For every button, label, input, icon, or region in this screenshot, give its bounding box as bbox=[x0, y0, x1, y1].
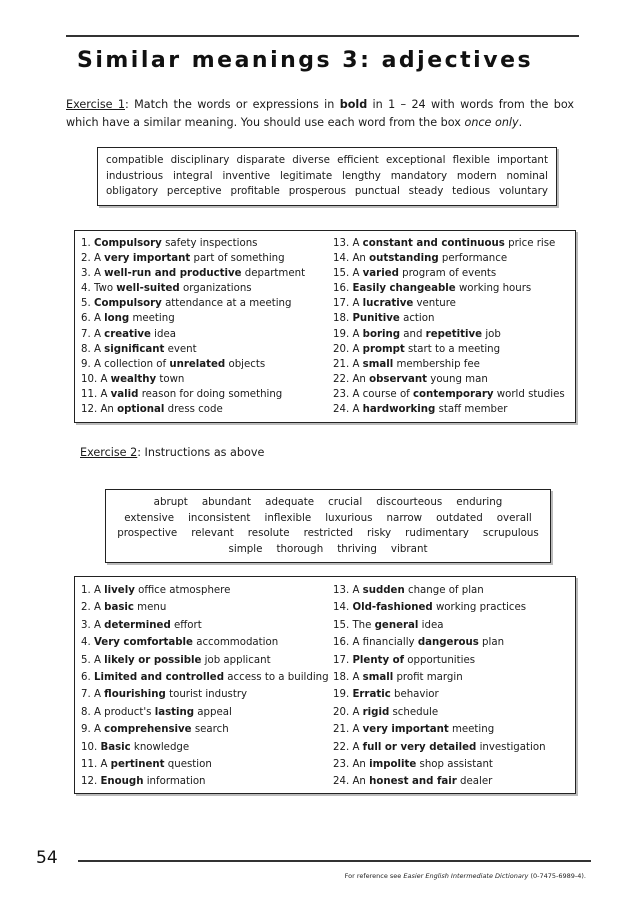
item-keyword: Compulsory bbox=[93, 238, 162, 249]
item-prefix: 12. bbox=[81, 776, 101, 788]
item-prefix: 15. A bbox=[333, 268, 363, 280]
item-prefix: 19. A bbox=[333, 328, 363, 340]
item-prefix: 16. A financially bbox=[333, 637, 418, 649]
item-row bbox=[333, 266, 573, 281]
item-keyword: Limited and controlled bbox=[93, 671, 225, 683]
exercise1-items-right bbox=[333, 236, 573, 417]
item-row bbox=[333, 739, 573, 756]
box-word: prospective bbox=[117, 527, 178, 539]
item-text: office atmosphere bbox=[134, 585, 231, 596]
item-keyword: lively bbox=[104, 585, 135, 596]
item-prefix: 17. bbox=[333, 654, 353, 666]
item-prefix: 23. A course of bbox=[333, 388, 413, 400]
item-row bbox=[333, 281, 573, 296]
box-word: industrious bbox=[106, 169, 164, 182]
item-keyword: optional bbox=[117, 404, 165, 416]
box-word: overall bbox=[496, 511, 532, 524]
item-text: behavior bbox=[390, 689, 439, 701]
item-text: price rise bbox=[504, 238, 556, 249]
box-word: flexible bbox=[452, 154, 490, 166]
item-row bbox=[81, 704, 333, 721]
box-word: exceptional bbox=[385, 154, 446, 166]
item-text: action bbox=[399, 313, 435, 325]
item-keyword: Plenty of bbox=[352, 654, 405, 666]
item-prefix: 7. A bbox=[81, 328, 105, 340]
box-word: modern bbox=[456, 169, 497, 182]
item-row bbox=[81, 599, 333, 616]
box-word: scrupulous bbox=[482, 527, 539, 539]
item-row bbox=[81, 402, 333, 417]
item-keyword: Old-fashioned bbox=[352, 602, 433, 614]
item-prefix: 6. bbox=[81, 671, 94, 683]
item-row bbox=[81, 266, 333, 281]
word-row bbox=[106, 153, 548, 169]
box-word: efficient bbox=[337, 154, 379, 166]
item-keyword: observant bbox=[369, 373, 428, 385]
item-keyword: hardworking bbox=[362, 404, 436, 416]
item-row bbox=[81, 634, 333, 651]
item-keyword: Easily changeable bbox=[352, 283, 456, 295]
box-word: inflexible bbox=[264, 511, 312, 524]
item-prefix: 9. A collection of bbox=[81, 358, 170, 370]
item-row bbox=[81, 686, 333, 703]
item-prefix: 3. A bbox=[81, 619, 105, 631]
box-word: resolute bbox=[247, 527, 290, 539]
item-row bbox=[333, 704, 573, 721]
item-prefix: 8. A product's bbox=[81, 706, 155, 718]
item-keyword: Basic bbox=[100, 741, 131, 753]
item-text: department bbox=[241, 268, 306, 280]
footer-reference bbox=[345, 872, 586, 880]
item-keyword: lasting bbox=[154, 706, 195, 718]
item-prefix: 5. bbox=[81, 298, 94, 310]
item-prefix: 16. bbox=[333, 283, 353, 295]
item-prefix: 14. An bbox=[333, 253, 370, 265]
item-prefix: 13. A bbox=[333, 238, 363, 249]
item-text: opportunities bbox=[404, 654, 476, 666]
box-word: simple bbox=[228, 542, 263, 555]
item-row bbox=[333, 236, 573, 251]
item-row bbox=[333, 773, 573, 790]
instr-text: in 1 – 24 with words from the box which have a similar meaning. You should use each word from the box bbox=[66, 98, 574, 129]
item-keyword: Enough bbox=[100, 776, 144, 788]
box-word: risky bbox=[367, 527, 392, 539]
item-keyword: contemporary bbox=[413, 388, 494, 400]
item-keyword: Punitive bbox=[352, 313, 400, 325]
box-word: important bbox=[497, 154, 548, 166]
item-keyword: comprehensive bbox=[104, 724, 192, 736]
item-text: search bbox=[191, 724, 229, 736]
exercise2-word-box bbox=[105, 489, 551, 563]
item-text: working practices bbox=[432, 602, 527, 614]
exercise2-items-box bbox=[74, 576, 576, 794]
box-word: voluntary bbox=[498, 185, 548, 197]
item-keyword: likely or possible bbox=[104, 654, 202, 666]
exercise1-instructions bbox=[66, 96, 574, 131]
item-text: objects bbox=[225, 358, 266, 370]
item-keyword: wealthy bbox=[110, 373, 157, 385]
word-row bbox=[106, 169, 548, 185]
item-keyword: Erratic bbox=[352, 689, 391, 701]
item-text: access to a building bbox=[224, 671, 329, 683]
box-word: crucial bbox=[328, 496, 363, 508]
item-prefix: 22. A bbox=[333, 741, 363, 753]
exercise2-items-left bbox=[81, 582, 333, 788]
item-text: reason for doing something bbox=[138, 388, 283, 400]
item-row bbox=[333, 582, 573, 599]
item-keyword: flourishing bbox=[104, 689, 166, 701]
box-word: relevant bbox=[191, 527, 234, 539]
item-row bbox=[81, 236, 333, 251]
box-word: vibrant bbox=[390, 542, 428, 555]
item-keyword: basic bbox=[104, 602, 134, 614]
item-text: meeting bbox=[448, 724, 495, 736]
item-keyword: determined bbox=[104, 619, 171, 631]
top-rule bbox=[66, 35, 579, 37]
item-text: job applicant bbox=[201, 654, 271, 666]
item-row bbox=[81, 327, 333, 342]
item-row bbox=[81, 721, 333, 738]
item-prefix: 2. A bbox=[81, 253, 105, 265]
instr-italic: once only bbox=[464, 115, 519, 129]
exercise1-items-box bbox=[74, 230, 576, 423]
item-text: safety inspections bbox=[161, 238, 258, 249]
box-word: inventive bbox=[222, 169, 271, 182]
item-text: idea bbox=[418, 619, 444, 631]
item-prefix: 5. A bbox=[81, 654, 105, 666]
item-prefix: 18. A bbox=[333, 671, 363, 683]
box-word: steady bbox=[408, 185, 444, 197]
box-word: abundant bbox=[201, 496, 252, 508]
item-keyword: pertinent bbox=[110, 758, 165, 770]
item-keyword: honest and fair bbox=[369, 776, 457, 788]
box-word: compatible bbox=[106, 154, 164, 166]
item-keyword: full or very detailed bbox=[362, 741, 477, 753]
item-prefix: 20. A bbox=[333, 706, 363, 718]
item-prefix: 14. bbox=[333, 602, 353, 614]
box-word: restricted bbox=[303, 527, 353, 539]
item-text: town bbox=[156, 373, 185, 385]
item-prefix: 13. A bbox=[333, 585, 363, 596]
item-text: part of something bbox=[190, 253, 285, 265]
item-keyword: valid bbox=[110, 388, 139, 400]
item-keyword: significant bbox=[104, 343, 165, 355]
item-text: plan bbox=[478, 637, 505, 649]
item-text: membership fee bbox=[393, 358, 480, 370]
item-text: dress code bbox=[164, 404, 223, 416]
item-row bbox=[333, 617, 573, 634]
item-keyword: very important bbox=[104, 253, 191, 265]
item-row bbox=[81, 582, 333, 599]
item-prefix: 8. A bbox=[81, 343, 105, 355]
item-keyword: general bbox=[374, 619, 419, 631]
item-text: start to a meeting bbox=[404, 343, 501, 355]
item-prefix: 3. A bbox=[81, 268, 105, 280]
item-prefix: 2. A bbox=[81, 602, 105, 614]
instr-text: : Instructions as above bbox=[137, 446, 265, 459]
item-prefix: 1. bbox=[81, 238, 94, 249]
item-prefix: 6. A bbox=[81, 313, 105, 325]
item-text: idea bbox=[150, 328, 176, 340]
exercise1-label: Exercise 1 bbox=[66, 98, 125, 111]
item-keyword: creative bbox=[104, 328, 151, 340]
item-text: investigation bbox=[476, 741, 546, 753]
item-row bbox=[81, 617, 333, 634]
item-row bbox=[81, 357, 333, 372]
item-text: program of events bbox=[398, 268, 497, 280]
box-word: discourteous bbox=[376, 496, 443, 508]
item-text: staff member bbox=[435, 404, 508, 416]
exercise1-items-left bbox=[81, 236, 333, 417]
item-row bbox=[333, 756, 573, 773]
item-row bbox=[81, 387, 333, 402]
item-text: profit margin bbox=[393, 671, 463, 683]
item-keyword: well-suited bbox=[116, 283, 180, 295]
box-word: perceptive bbox=[166, 185, 222, 197]
item-prefix: 24. An bbox=[333, 776, 370, 788]
box-word: luxurious bbox=[325, 511, 373, 524]
item-row bbox=[333, 634, 573, 651]
box-word: extensive bbox=[124, 511, 175, 524]
item-text: meeting bbox=[129, 313, 175, 325]
exercise1-word-box bbox=[97, 147, 557, 206]
item-text: menu bbox=[133, 602, 167, 614]
item-row bbox=[81, 372, 333, 387]
item-keyword: very important bbox=[362, 724, 449, 736]
word-row bbox=[114, 542, 542, 558]
box-word: outdated bbox=[436, 511, 483, 524]
item-text: information bbox=[143, 776, 206, 788]
word-row bbox=[114, 495, 542, 511]
item-row bbox=[333, 296, 573, 311]
item-row bbox=[333, 327, 573, 342]
box-word: lengthy bbox=[341, 169, 381, 182]
item-row bbox=[333, 402, 573, 417]
item-prefix: 21. A bbox=[333, 724, 363, 736]
item-prefix: 4. Two bbox=[81, 283, 117, 295]
item-keyword: sudden bbox=[362, 585, 405, 596]
item-prefix: 22. An bbox=[333, 373, 370, 385]
box-word: obligatory bbox=[106, 185, 159, 197]
item-row bbox=[81, 669, 333, 686]
box-word: abrupt bbox=[153, 496, 188, 508]
box-word: narrow bbox=[386, 511, 423, 524]
box-word: thriving bbox=[337, 542, 377, 555]
item-row bbox=[333, 721, 573, 738]
box-word: enduring bbox=[456, 496, 503, 508]
item-text: tourist industry bbox=[165, 689, 248, 701]
item-text: organizations bbox=[179, 283, 252, 295]
item-prefix: 10. bbox=[81, 741, 101, 753]
item-prefix: 21. A bbox=[333, 358, 363, 370]
item-text: knowledge bbox=[130, 741, 190, 753]
item-text: accommodation bbox=[192, 637, 279, 649]
item-row bbox=[81, 739, 333, 756]
item-row bbox=[333, 387, 573, 402]
item-text: working hours bbox=[455, 283, 532, 295]
footer-text: (0-7475-6989-4). bbox=[528, 872, 586, 880]
item-keyword: small bbox=[362, 671, 394, 683]
item-prefix: 15. The bbox=[333, 619, 375, 631]
item-keyword: outstanding bbox=[369, 253, 439, 265]
item-prefix: 10. A bbox=[81, 373, 111, 385]
item-keyword: prompt bbox=[362, 343, 405, 355]
item-row bbox=[333, 342, 573, 357]
box-word: nominal bbox=[506, 169, 548, 182]
item-text: event bbox=[164, 343, 197, 355]
box-word: thorough bbox=[276, 542, 324, 555]
exercise2-instructions bbox=[80, 446, 264, 459]
item-prefix: 11. A bbox=[81, 388, 111, 400]
box-word: mandatory bbox=[390, 169, 448, 182]
word-row bbox=[114, 526, 542, 542]
item-row bbox=[81, 311, 333, 326]
box-word: inconsistent bbox=[188, 511, 251, 524]
item-keyword: Compulsory bbox=[93, 298, 162, 310]
word-row bbox=[114, 511, 542, 527]
item-row bbox=[333, 357, 573, 372]
item-keyword: repetitive bbox=[425, 328, 483, 340]
instr-bold: bold bbox=[339, 98, 368, 111]
box-word: diverse bbox=[292, 154, 330, 166]
exercise2-items-right bbox=[333, 582, 573, 788]
item-keyword: rigid bbox=[362, 706, 390, 718]
item-keyword: impolite bbox=[369, 758, 417, 770]
exercise2-label: Exercise 2 bbox=[80, 446, 138, 459]
box-word: adequate bbox=[265, 496, 315, 508]
footer-dictionary-title: Easier English Intermediate Dictionary bbox=[403, 872, 529, 880]
item-keyword: lucrative bbox=[362, 298, 414, 310]
item-prefix: 24. A bbox=[333, 404, 363, 416]
item-text: appeal bbox=[194, 706, 232, 718]
item-prefix: 23. An bbox=[333, 758, 370, 770]
item-text: shop assistant bbox=[416, 758, 493, 770]
item-row bbox=[333, 372, 573, 387]
item-keyword: Very comfortable bbox=[93, 637, 193, 649]
item-prefix: 1. A bbox=[81, 585, 105, 596]
item-row bbox=[81, 342, 333, 357]
word-row bbox=[106, 184, 548, 200]
box-word: profitable bbox=[230, 185, 280, 197]
item-keyword: dangerous bbox=[417, 637, 479, 649]
item-row bbox=[81, 756, 333, 773]
item-text: venture bbox=[413, 298, 456, 310]
item-text: job bbox=[482, 328, 501, 340]
page-number: 54 bbox=[36, 848, 58, 868]
item-row bbox=[81, 652, 333, 669]
item-row bbox=[81, 296, 333, 311]
item-text: question bbox=[164, 758, 212, 770]
item-keyword: boring bbox=[362, 328, 401, 340]
item-text: and bbox=[400, 328, 426, 340]
item-row bbox=[81, 773, 333, 790]
item-text: dealer bbox=[456, 776, 493, 788]
box-word: legitimate bbox=[279, 169, 333, 182]
footer-text: For reference see bbox=[344, 872, 404, 880]
item-row bbox=[81, 281, 333, 296]
item-text: world studies bbox=[493, 388, 565, 400]
item-prefix: 20. A bbox=[333, 343, 363, 355]
item-prefix: 18. bbox=[333, 313, 353, 325]
item-row bbox=[333, 311, 573, 326]
item-keyword: well-run and productive bbox=[104, 268, 242, 280]
item-text: young man bbox=[427, 373, 488, 385]
item-prefix: 19. bbox=[333, 689, 353, 701]
instr-text: . bbox=[518, 115, 523, 129]
item-text: effort bbox=[170, 619, 202, 631]
item-prefix: 12. An bbox=[81, 404, 118, 416]
bottom-rule bbox=[78, 860, 591, 862]
item-row bbox=[333, 599, 573, 616]
item-text: attendance at a meeting bbox=[161, 298, 292, 310]
box-word: disciplinary bbox=[170, 154, 230, 166]
item-prefix: 9. A bbox=[81, 724, 105, 736]
item-keyword: small bbox=[362, 358, 394, 370]
item-keyword: varied bbox=[362, 268, 399, 280]
box-word: integral bbox=[172, 169, 213, 182]
item-text: change of plan bbox=[404, 585, 484, 596]
item-text: schedule bbox=[389, 706, 439, 718]
box-word: punctual bbox=[354, 185, 400, 197]
item-prefix: 4. bbox=[81, 637, 94, 649]
item-row bbox=[333, 669, 573, 686]
item-row bbox=[81, 251, 333, 266]
box-word: prosperous bbox=[288, 185, 347, 197]
item-keyword: unrelated bbox=[169, 358, 226, 370]
item-keyword: long bbox=[104, 313, 130, 325]
item-keyword: constant and continuous bbox=[362, 238, 505, 249]
page-title: Similar meanings 3: adjectives bbox=[77, 48, 534, 73]
item-row bbox=[333, 686, 573, 703]
box-word: tedious bbox=[452, 185, 491, 197]
item-prefix: 17. A bbox=[333, 298, 363, 310]
item-row bbox=[333, 251, 573, 266]
instr-text: : Match the words or expressions in bbox=[125, 98, 340, 111]
box-word: rudimentary bbox=[405, 527, 469, 539]
item-text: performance bbox=[438, 253, 508, 265]
item-prefix: 7. A bbox=[81, 689, 105, 701]
item-prefix: 11. A bbox=[81, 758, 111, 770]
item-row bbox=[333, 652, 573, 669]
box-word: disparate bbox=[236, 154, 286, 166]
